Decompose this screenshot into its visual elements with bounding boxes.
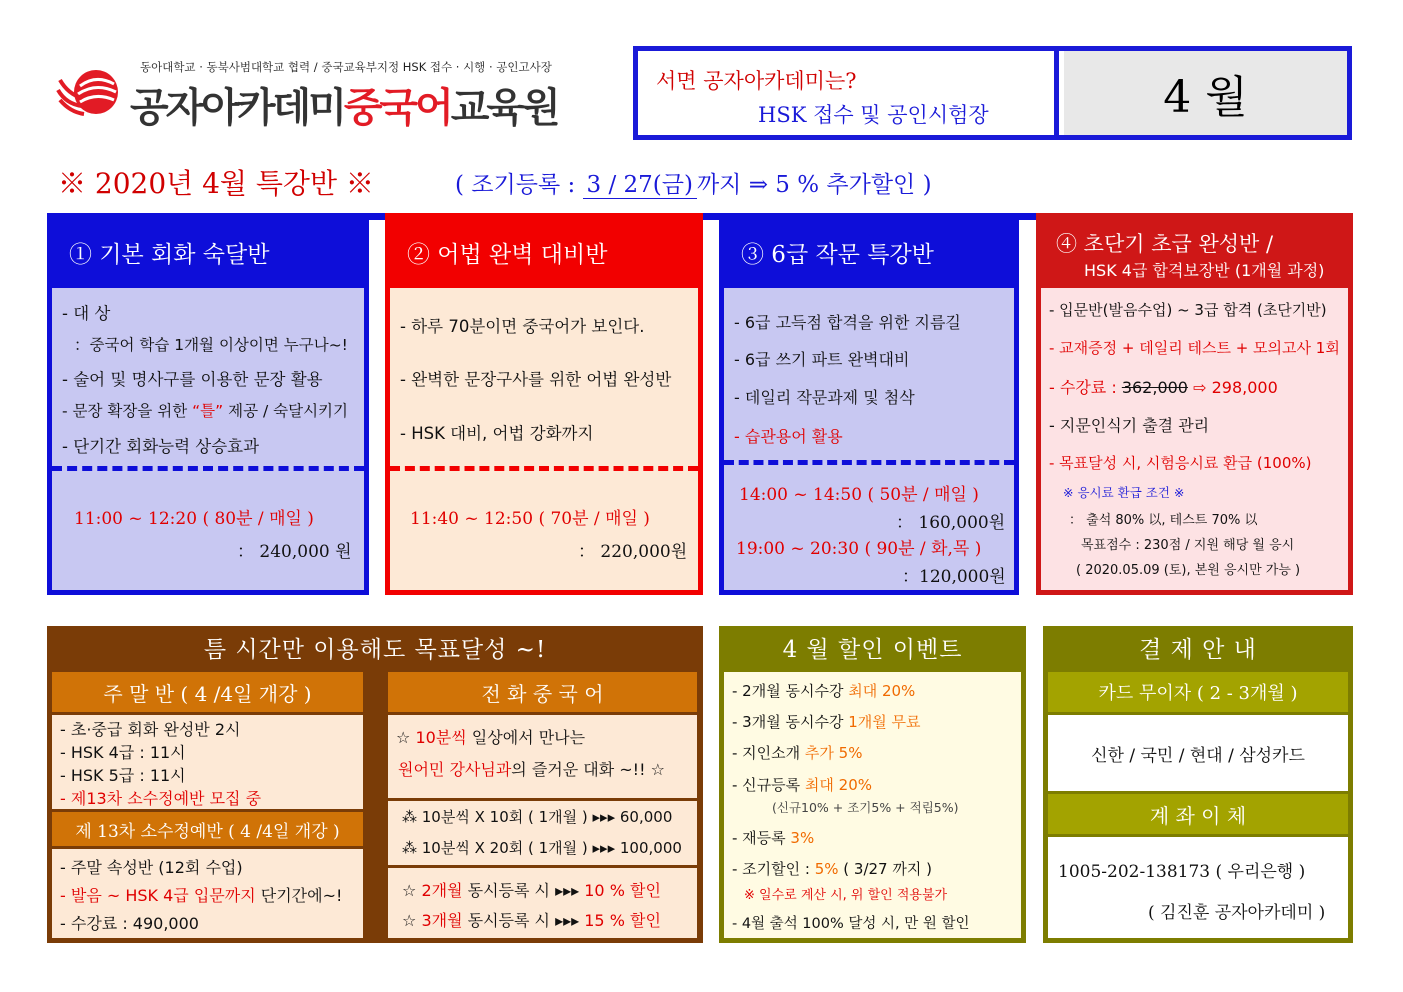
- refund-condition: ： 출석 80% 以, 테스트 70% 以: [1069, 513, 1258, 528]
- course-3-title: ③ 6급 작문 특강반: [741, 241, 934, 268]
- small-class-line: - 수강료 : 490,000: [60, 914, 199, 933]
- intro-line-1: 서면 공자아카데미는?: [656, 69, 857, 93]
- divider: [724, 460, 1014, 465]
- course-4-fee: - 수강료 : 362,000 ⇨ 298,000: [1049, 378, 1278, 397]
- course-1-line: - 문장 확장을 위한 “틀” 제공 / 숙달시키기: [62, 402, 348, 420]
- course-2-price: ： 220,000원: [578, 542, 688, 562]
- course-1-line: - 대 상: [62, 304, 111, 323]
- course-3-price-2: ：120,000원: [902, 567, 1006, 587]
- divider: [52, 466, 364, 471]
- bank-transfer-title: 계 좌 이 체: [1048, 794, 1348, 834]
- logo-icon: [56, 60, 128, 124]
- course-2-time: 11:40 ~ 12:50 ( 70분 / 매일 ): [410, 509, 650, 529]
- course-3-line: - 습관용어 활용: [734, 427, 843, 446]
- course-2-body: [390, 288, 698, 590]
- divider: [390, 466, 698, 471]
- course-1-line: - 단기간 회화능력 상승효과: [62, 437, 260, 456]
- account-number: 1005-202-138173 ( 우리은행 ): [1058, 862, 1306, 882]
- course-3-time-2: 19:00 ~ 20:30 ( 90분 / 화,목 ): [736, 539, 982, 559]
- course-3-line: - 6급 쓰기 파트 완벽대비: [734, 350, 910, 369]
- small-class-title: 제 13차 소수정예반 ( 4 /4일 개강 ): [52, 812, 363, 846]
- weekend-line: - HSK 4급 : 11시: [60, 743, 186, 762]
- refund-condition: 목표점수 : 230점 / 지원 해당 월 응시: [1081, 538, 1295, 553]
- course-card-1: [47, 218, 369, 595]
- phone-price-line: ⁂ 10분씩 X 10회 ( 1개월 ) ▸▸▸ 60,000: [402, 808, 673, 826]
- intro-line-2: HSK 접수 및 공인시험장: [758, 103, 989, 127]
- card-installment-title: 카드 무이자 ( 2 - 3개월 ): [1048, 672, 1348, 712]
- weekend-line: - 초·중급 회화 완성반 2시: [60, 720, 241, 739]
- refund-condition-title: ※ 응시료 환급 조건 ※: [1063, 485, 1185, 500]
- phone-intro-line: 원어민 강사님과의 즐거운 대화 ~!! ☆: [398, 760, 665, 779]
- discount-line: - 재등록 3%: [732, 829, 815, 847]
- discount-event-section: [719, 626, 1026, 943]
- phone-chinese-title: 전 화 중 국 어: [388, 672, 697, 712]
- discount-line: - 3개월 동시수강 1개월 무료: [732, 713, 921, 731]
- course-4-line: - 교재증정 + 데일리 테스트 + 모의고사 1회: [1049, 339, 1340, 357]
- card-list: 신한 / 국민 / 현대 / 삼성카드: [1091, 745, 1305, 766]
- flexible-study-title: 틈 시간만 이용해도 목표달성 ~!: [203, 636, 547, 663]
- special-course-title: ※ 2020년 4월 특강반 ※: [58, 167, 374, 200]
- payment-section: [1043, 626, 1353, 943]
- discount-note: (신규10% + 조기5% + 적립5%): [772, 800, 959, 815]
- course-3-line: - 6급 고득점 합격을 위한 지름길: [734, 313, 961, 332]
- intro-text: [638, 51, 1059, 135]
- payment-title: 결 제 안 내: [1139, 636, 1257, 663]
- phone-price-line: ⁂ 10분씩 X 20회 ( 1개월 ) ▸▸▸ 100,000: [402, 839, 682, 857]
- course-4-line: - 입문반(발음수업) ~ 3급 합격 (초단기반): [1049, 301, 1327, 319]
- course-4-line: - 지문인식기 출결 관리: [1049, 416, 1210, 435]
- weekend-class-panel: [52, 715, 363, 809]
- discount-line: - 4월 출석 100% 달성 시, 만 원 할인: [732, 916, 970, 932]
- discount-line: - 조기할인 : 5% ( 3/27 까지 ): [732, 860, 932, 878]
- course-1-body: [52, 288, 364, 590]
- flexible-study-section: [47, 626, 703, 943]
- phone-chinese-prices: [388, 801, 697, 865]
- phone-chinese-intro: [388, 715, 697, 798]
- course-1-line: ：중국어 학습 1개월 이상이면 누구나~!: [74, 336, 348, 354]
- discount-line: - 2개월 동시수강 최대 20%: [732, 682, 916, 700]
- discount-line: - 지인소개 추가 5%: [732, 744, 863, 762]
- course-3-line: - 데일리 작문과제 및 첨삭: [734, 388, 915, 407]
- phone-intro-line: ☆ 10분씩 일상에서 만나는: [396, 728, 586, 747]
- course-2-line: - 완벽한 문장구사를 위한 어법 완성반: [400, 370, 672, 389]
- early-registration-note: ( 조기등록 : 3 / 27(금) 까지 ⇒ 5 % 추가할인 ): [455, 172, 932, 198]
- early-date: 3 / 27(금): [583, 172, 697, 199]
- card-list-panel: [1048, 715, 1348, 791]
- logo-name: 공자아카데미중국어교육원: [130, 85, 558, 131]
- course-3-body: [724, 288, 1014, 590]
- course-card-4: [1036, 218, 1353, 595]
- course-2-line: - 하루 70분이면 중국어가 보인다.: [400, 317, 645, 336]
- small-class-line: - 주말 속성반 (12회 수업): [60, 858, 243, 877]
- account-holder: ( 김진훈 공자아카데미 ): [1148, 903, 1326, 923]
- discount-line: - 신규등록 최대 20%: [732, 776, 873, 794]
- month-label: 4 월: [1064, 51, 1347, 135]
- course-3-price-1: ： 160,000원: [896, 513, 1006, 533]
- logo-subtitle: 동아대학교 · 동북사범대학교 협력 / 중국교육부지정 HSK 접수 · 시행 · 공인고사장: [140, 60, 552, 74]
- small-class-panel: [52, 849, 363, 938]
- phone-discount-line: ☆ 3개월 동시등록 시 ▸▸▸ 15 % 할인: [402, 911, 661, 930]
- weekend-line: - 제13차 소수정예반 모집 중: [60, 789, 262, 808]
- small-class-line: - 발음 ~ HSK 4급 입문까지 단기간에~!: [60, 886, 343, 905]
- bank-transfer-panel: [1048, 837, 1348, 938]
- course-4-body: [1041, 288, 1348, 590]
- intro-box: [633, 46, 1352, 140]
- course-1-title: ① 기본 회화 숙달반: [69, 241, 270, 268]
- discount-event-panel: [724, 672, 1021, 938]
- course-card-3: [719, 218, 1019, 595]
- course-1-price: ： 240,000 원: [237, 542, 352, 562]
- course-2-line: - HSK 대비, 어법 강화까지: [400, 424, 594, 443]
- discount-event-title: 4 월 할인 이벤트: [782, 636, 963, 663]
- course-3-time-1: 14:00 ~ 14:50 ( 50분 / 매일 ): [739, 485, 979, 505]
- course-1-line: - 술어 및 명사구를 이용한 문장 활용: [62, 370, 323, 389]
- refund-condition: ( 2020.05.09 (토), 본원 응시만 가능 ): [1076, 563, 1301, 578]
- discount-warning: ※ 일수로 계산 시, 위 할인 적용불가: [744, 888, 948, 903]
- course-card-2: [385, 218, 703, 595]
- weekend-class-title: 주 말 반 ( 4 /4일 개강 ): [52, 672, 363, 712]
- phone-chinese-discounts: [388, 868, 697, 938]
- weekend-line: - HSK 5급 : 11시: [60, 766, 186, 785]
- course-1-time: 11:00 ~ 12:20 ( 80분 / 매일 ): [74, 509, 314, 529]
- course-4-title: ④ 초단기 초급 완성반 / HSK 4급 합격보장반 (1개월 과정): [1056, 232, 1325, 280]
- phone-discount-line: ☆ 2개월 동시등록 시 ▸▸▸ 10 % 할인: [402, 881, 661, 900]
- course-4-line: - 목표달성 시, 시험응시료 환급 (100%): [1049, 454, 1312, 472]
- course-2-title: ② 어법 완벽 대비반: [407, 241, 608, 268]
